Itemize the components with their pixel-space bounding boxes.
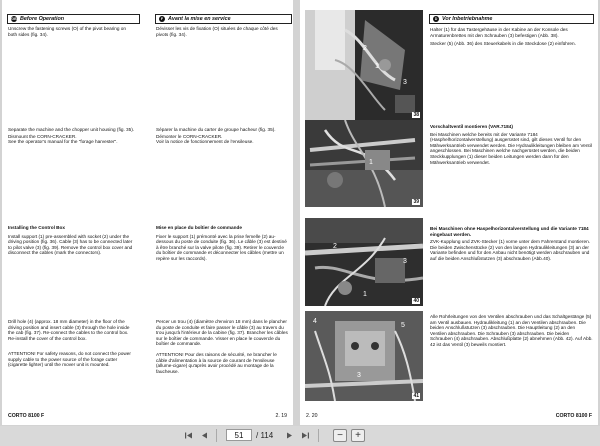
- fr-para-4: Percer un trou (4) (diamètre d'environ 18 mm) dans le plancher du poste de conduite et faire passer le câble (3) au travers du trou jusqu'à l'intérieur de la cabine (fig. 37). Brancher les câbles sur le boîtier de commande. Visser en place le couvercle du boîtier de commande.: [156, 319, 288, 347]
- plus-icon: +: [355, 430, 361, 441]
- de-section-title-2: Bei Maschinen ohne Haspelhorizontalverstellung und die Variante 7184 eingebaut werden.: [430, 226, 589, 237]
- svg-text:2: 2: [333, 243, 337, 250]
- toolbar-divider: [318, 429, 319, 442]
- svg-text:2: 2: [363, 45, 367, 52]
- figure-39: [305, 120, 423, 207]
- de-section-title-1: Vorschaltventil montieren (VAR.7184): [430, 124, 513, 129]
- svg-text:3: 3: [357, 372, 361, 379]
- fr-para-2: Séparer la machine du carter de groupe hacheur (fig. 35). Démonter le CORN-CRACKER. Voir la notice de fonctionnement de l'ensileuse.: [156, 127, 276, 145]
- header-d-title: Vor Inbetriebnahme: [442, 16, 493, 22]
- de-para-2: Vorschaltventil montieren (VAR.7184) Bei Maschinen welche bereits mit der Variante 7184 (Hasphelhorizontalverstellung) ausgerüstet sind, gilt dieses Ventil für den Mähwerksantrieb verwendet werden. Die Hydraulikleitungen bleiben am Ventil angeschlossen. Bei Maschinen welche nachgerüstet werden, die beiden Steckkupplungen (1) dieser beiden Leitungen werden dann für den Mähwerksantrieb verwendet.: [430, 124, 592, 165]
- en-section-title: Installing the Control Box: [8, 225, 66, 230]
- figure-40-photo: [305, 218, 423, 306]
- figure-41-number: 41: [413, 393, 419, 399]
- right-page: [300, 0, 598, 425]
- svg-text:1: 1: [369, 159, 373, 166]
- figure-41: [305, 311, 423, 401]
- figure-40: [305, 218, 423, 306]
- previous-page-button[interactable]: [199, 430, 209, 441]
- svg-text:1: 1: [375, 63, 379, 70]
- en-para-1: Unscrew the fastening screws (O) of the pivot bearing on both sides (fig. 34).: [8, 26, 127, 37]
- zoom-out-button[interactable]: [333, 429, 347, 442]
- svg-text:4: 4: [313, 318, 317, 325]
- footer-model-left: CORTO 8100 F: [8, 413, 45, 419]
- svg-text:5: 5: [401, 322, 405, 329]
- figure-40-number: 40: [413, 298, 419, 304]
- next-page-button[interactable]: [284, 430, 294, 441]
- last-page-icon: [301, 431, 310, 440]
- svg-text:3: 3: [403, 79, 407, 86]
- en-para-4: Drill hole (4) (approx. 18 mm diameter) in the floor of the driving position and insert cable (3) through the hole inside the cab (fig. 37). Re-connect the cables to the control box. Re-install the cover of the control box.: [8, 319, 130, 341]
- figure-38-photo: [305, 10, 423, 120]
- last-page-button[interactable]: [300, 430, 310, 441]
- en-para-5: ATTENTION! For safety reasons, do not connect the power supply cable to the power source of the forage cutter (cigarette lighter) until the mover unit is mounted.: [8, 351, 131, 368]
- left-page: [2, 0, 293, 425]
- first-page-button[interactable]: [183, 430, 193, 441]
- de-para-3: Bei Maschinen ohne Haspelhorizontalverstellung und die Variante 7184 eingebaut werden. ZVK-Kupplung und ZVK-Stecker (1) vorne unter dem Fahrerstand montieren. Die beiden Zwischenstücke (2) von den langen Hydraulikleitungen (3) an der Variante befinden und für den Anbau nicht benötigt werden abschrauben und auf die beiden Anschlußstutzen (3) abschrauben (Abb.40).: [430, 226, 593, 262]
- fr-para-5: ATTENTION! Pour des raisons de sécurité, ne brancher le câble d'alimentation à la source de courant de l'ensileuse (allume-cigare) qu'après avoir procédé au montage de la faucheuse.: [156, 352, 277, 374]
- next-page-icon: [285, 431, 294, 440]
- figure-41-photo: [305, 311, 423, 401]
- fr-section-title: Mise en place du boîtier de commande: [156, 225, 242, 230]
- zoom-in-button[interactable]: [351, 429, 365, 442]
- fr-para-1: Dévisser les vis de fixation (O) situées de chaque côté des pivots (fig. 34).: [156, 26, 278, 37]
- svg-text:1: 1: [363, 291, 367, 298]
- footer-model-right: CORTO 8100 F: [555, 413, 592, 419]
- de-para-4: Alle Rohrleitungen von den Ventilen abschrauben und das Schaltgestänge (5) am Ventil ausbauen. Hydraulikleitung (1) an den Ventilen abschrauben. Die beiden Anschlußstutzen (3) abschrauben. Die Hauptleitung (2) an den Ventilen abschrauben. Die Schrauben (3) abschrauben. Die beiden Schrauben (4) abschrauben. Abschlußplatte (2) abnehmen (Abb. 42). Auf Abb. 42 ist das Ventil (3) beweils montiert.: [430, 314, 593, 347]
- previous-page-icon: [200, 431, 209, 440]
- language-badge-d: D: [434, 17, 438, 21]
- total-pages-label: / 114: [256, 431, 274, 440]
- toolbar-divider: [216, 429, 217, 442]
- language-badge-f: F: [160, 17, 164, 21]
- footer-page-right: 2. 20: [306, 413, 318, 419]
- page-number-input[interactable]: 51: [226, 429, 252, 441]
- fr-para-3: Mise en place du boîtier de commande Fixer le support (1) prémonté avec la prise femelle (2) au-dessous du poste de conduite (fig. 36). Le câble (3) est destiné à être branché sur la valve pilote (fig. 39). Retirer le couvercle du boîtier de commande et déconnecter les câbles (mettre un repère sur les raccords).: [156, 225, 287, 261]
- footer-page-left: 2. 19: [275, 413, 287, 419]
- first-page-icon: [184, 431, 193, 440]
- figure-38: [305, 10, 423, 120]
- de-para-1: Halter (1) für das Tastergehäuse in der Kabine an der Konsole des Armaturenbrettes mit den Schrauben (3) befestigen (Abb. 38). Stecker (5) (Abb. 36) des Steuerkabels in die Steckdose (2) einführen.: [430, 27, 576, 47]
- figure-39-number: 39: [413, 199, 419, 205]
- header-f: [155, 14, 292, 24]
- header-f-title: Avant la mise en service: [168, 16, 231, 22]
- header-gb: [7, 14, 140, 24]
- figure-39-photo: [305, 120, 423, 207]
- figure-38-number: 38: [413, 112, 419, 118]
- language-badge-gb: GB: [11, 17, 17, 21]
- en-para-2: Separate the machine and the chopper unit housing (fig. 35). Dismount the CORN-CRACKER. See the operator's manual for the "forage harvester".: [8, 127, 135, 145]
- minus-icon: −: [337, 430, 343, 441]
- en-para-3: Installing the Control Box Install support (1) pre-assembled with socket (2) under the driving position (fig. 36). Cable (3) has to be connected later to pilot valve (3) (fig. 39). Remove the control box cover and disconnect the cables (mark the connectors).: [8, 225, 136, 256]
- pdf-toolbar: [0, 426, 600, 446]
- header-gb-title: Before Operation: [20, 16, 65, 22]
- svg-text:3: 3: [403, 258, 407, 265]
- header-d: [429, 14, 594, 24]
